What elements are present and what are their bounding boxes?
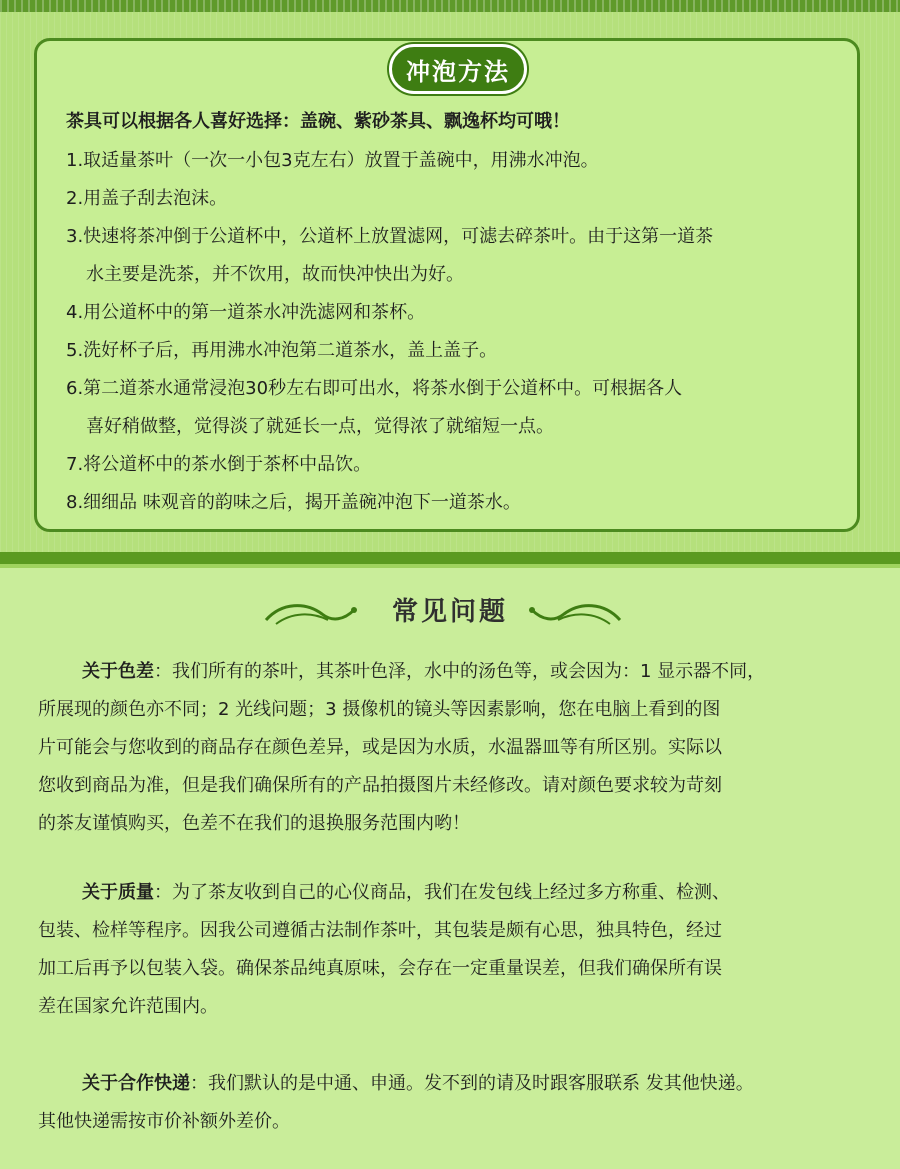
- brewing-steps-list: [66, 142, 856, 522]
- brewing-method-title: 冲泡方法: [389, 44, 527, 94]
- brewing-step: 4.用公道杯中的第一道茶水冲洗滤网和茶杯。: [66, 302, 426, 323]
- brewing-step: 6.第二道茶水通常浸泡30秒左右即可出水，将茶水倒于公道杯中。可根据各人 喜好稍做整，觉得淡了就延长一点，觉得浓了就缩短一点。: [66, 378, 683, 437]
- brewing-step: 2.用盖子刮去泡沫。: [66, 188, 228, 209]
- faq-title: 常见问题: [391, 597, 508, 627]
- section-divider-highlight: [0, 564, 900, 568]
- faq-heading: 关于色差: [82, 661, 154, 682]
- brewing-step: 7.将公道杯中的茶水倒于茶杯中品饮。: [66, 454, 372, 475]
- section-divider: [0, 552, 900, 564]
- brewing-step: 5.洗好杯子后，再用沸水冲泡第二道茶水，盖上盖子。: [66, 340, 498, 361]
- faq-color-difference: 关于色差：我们所有的茶叶，其茶叶色泽，水中的汤色等，或会因为：1 显示器不同， 所展现的颜色亦不同；2 光线问题；3 摄像机的镜头等因素影响，您在电脑上看到的图 片可能会与您收到的商品存在颜色差异，或是因为水质，水温器皿等有所区别。实际以 您收到商品为准，但是我们确保所有的产品拍摄图片未经修改。请对颜色要求较为苛刻 的茶友谨慎购买，色差不在我们的退换服务范围内哟！: [38, 661, 766, 834]
- right-swirl-ornament-icon: [528, 598, 624, 628]
- brewing-method-intro: 茶具可以根据各人喜好选择：盖碗、紫砂茶具、飘逸杯均可哦！: [66, 111, 570, 132]
- brewing-step: 1.取适量茶叶（一次一小包3克左右）放置于盖碗中，用沸水冲泡。: [66, 150, 599, 171]
- faq-heading: 关于合作快递: [82, 1073, 190, 1094]
- left-swirl-ornament-icon: [262, 598, 358, 628]
- faq-shipping: 关于合作快递：我们默认的是中通、申通。发不到的请及时跟客服联系 发其他快递。 其他快递需按市价补额外差价。: [38, 1073, 754, 1132]
- top-decorative-strip: [0, 0, 900, 12]
- brewing-step: 8.细细品 味观音的韵味之后，揭开盖碗冲泡下一道茶水。: [66, 492, 521, 513]
- brewing-step: 3.快速将茶冲倒于公道杯中，公道杯上放置滤网，可滤去碎茶叶。由于这第一道茶 水主要是洗茶，并不饮用，故而快冲快出为好。: [66, 226, 714, 285]
- faq-quality: 关于质量：为了茶友收到自己的心仪商品，我们在发包线上经过多方称重、检测、 包装、检样等程序。因我公司遵循古法制作茶叶，其包装是颇有心思，独具特色，经过 加工后再予以包装入袋。确保茶品纯真原味，会存在一定重量误差，但我们确保所有误 差在国家允许范围内。: [38, 882, 730, 1017]
- faq-heading: 关于质量: [82, 882, 154, 903]
